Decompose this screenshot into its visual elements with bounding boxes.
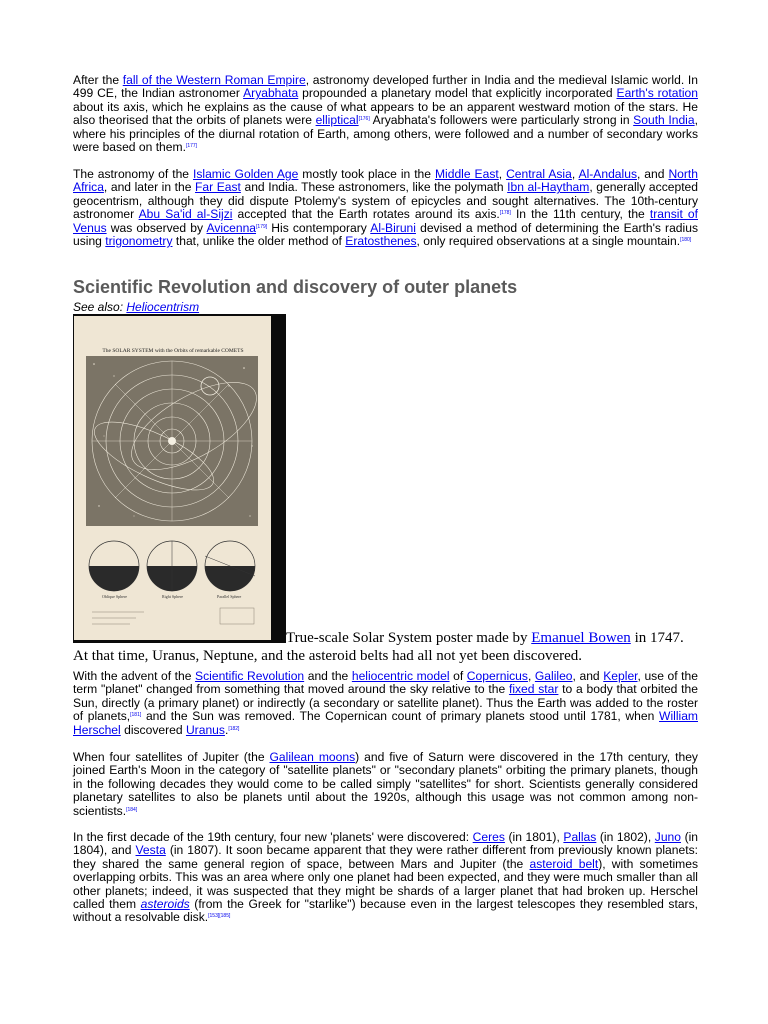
link-ibn-al-haytham[interactable]: Ibn al-Haytham [507, 180, 590, 195]
text: The astronomy of the [73, 167, 193, 181]
text: propounded a planetary model that explicitly incorporated [298, 86, 617, 101]
figure-caption [73, 629, 698, 665]
link-heliocentrism[interactable] [126, 300, 199, 314]
poster-sheet [74, 316, 271, 640]
link-fixed-star[interactable]: fixed star [508, 682, 559, 697]
link-pallas[interactable]: Pallas [563, 830, 597, 844]
link-central-asia[interactable]: Central Asia [506, 167, 572, 181]
link-vesta[interactable]: Vesta [135, 843, 166, 858]
link-heliocentric-model[interactable]: heliocentric model [351, 669, 450, 683]
text: (in 1802), [596, 830, 655, 844]
link-asteroid-belt[interactable]: asteroid belt [529, 856, 599, 871]
link-juno[interactable]: Juno [654, 830, 681, 844]
paragraph-asteroids [73, 831, 698, 925]
plate-label-oblique: Oblique Sphere [102, 594, 127, 599]
text: in 1747. At that time, Uranus, Neptune, and the asteroid belts had all not yet been discovered. [73, 630, 684, 664]
link-fall-western-roman-empire[interactable]: fall of the Western Roman Empire [122, 73, 306, 87]
text: , where his principles of the diurnal rotation of Earth, among others, were followed and a number of secondary works were based on them. [73, 113, 698, 155]
citation-153-185[interactable]: [153][185] [208, 913, 231, 920]
text: , and [572, 669, 604, 683]
text: In the first decade of the 19th century, four new 'planets' were discovered: [73, 830, 473, 844]
link-islamic-golden-age[interactable]: Islamic Golden Age [192, 167, 299, 181]
citation-177[interactable]: [177] [185, 143, 198, 150]
link-transit-of-venus[interactable]: transit of Venus [73, 207, 699, 235]
link-kepler[interactable]: Kepler [603, 669, 638, 683]
paragraph-india-islamic [73, 74, 698, 154]
text: to a body that orbited the Sun, directly (a primary planet) or indirectly (a secondary or satellite planet). Thus the Earth was added to the roster of planets, [73, 682, 698, 724]
link-elliptical[interactable]: elliptical [315, 113, 359, 128]
link-copernicus[interactable]: Copernicus [466, 669, 528, 683]
link-eratosthenes[interactable]: Eratosthenes [345, 234, 417, 249]
text: that, unlike the older method of [172, 234, 346, 249]
section-heading: Scientific Revolution and discovery of outer planets [73, 277, 518, 297]
plate-label-right: Right Sphere [162, 594, 183, 599]
text: was observed by [106, 220, 207, 235]
solar-system-poster-image[interactable] [73, 314, 286, 643]
text: ), with sometimes overlapping orbits. This was an area where only one planet had been expected, and they were much smaller than all other planets; indeed, it was suspected that they might be shards of a larger planet that had broken up. Herschel called them [73, 856, 698, 912]
text: , only required observations at a single mountain. [416, 234, 681, 249]
caption-indent [73, 641, 286, 642]
sphere-plates [89, 541, 255, 591]
plate-labels [102, 594, 242, 599]
text: When four satellites of Jupiter (the [73, 750, 270, 764]
link-south-india[interactable]: South India [633, 113, 695, 128]
text: Aryabhata's followers were particularly strong in [369, 113, 634, 128]
text: and India. These astronomers, like the polymath [240, 180, 508, 195]
text: After the [73, 73, 123, 87]
text: (from the Greek for "starlike") because even in the largest telescopes they resembled stars, without a resolvable disk. [73, 897, 698, 925]
text: , and later in the [103, 180, 196, 195]
text: of [449, 669, 467, 683]
text: , and [637, 167, 669, 181]
link-earths-rotation[interactable]: Earth's rotation [616, 86, 698, 101]
link-galileo[interactable]: Galileo [534, 669, 573, 683]
link-al-andalus[interactable]: Al-Andalus [578, 167, 637, 181]
text: , [498, 167, 507, 181]
link-heliocentrism-text: Heliocentrism [126, 300, 200, 314]
text: , [527, 669, 535, 683]
link-william-herschel[interactable]: William Herschel [73, 709, 698, 737]
link-scientific-revolution[interactable]: Scientific Revolution [195, 669, 305, 683]
text: devised a method of determining the Earth's radius using [73, 220, 698, 249]
sun [168, 437, 176, 445]
link-asteroids[interactable] [141, 897, 190, 911]
text: , use of the term "planet" changed from something that moved around the sky relative to the [73, 669, 698, 697]
link-asteroids-text: asteroids [140, 897, 190, 912]
text: , astronomy developed further in India and the medieval Islamic world. In 499 CE, the Indian astronomer [73, 73, 698, 101]
text: (in 1801), [504, 830, 564, 844]
text: discovered [120, 722, 186, 737]
citation-181[interactable]: [181] [130, 712, 142, 719]
paragraph-galilean-moons [73, 751, 698, 818]
text: In the 11th century, the [510, 207, 650, 222]
link-north-africa[interactable]: North Africa [73, 167, 699, 195]
text: True-scale Solar System poster made by [286, 630, 532, 646]
text: ) and five of Saturn were discovered in the 17th century, they joined Earth's Moon in the category of "satellite planets" or "secondary planets" orbiting the primary planets, though in the following decades they would come to be called simply "satellites" for short. Scientists generally considered planetary satellites to also be planets until about the 1920s, although this usage was not common among non-scientists. [73, 750, 698, 818]
citation-182[interactable]: [182] [228, 725, 240, 732]
link-aryabhata[interactable]: Aryabhata [243, 86, 299, 101]
citation-184[interactable]: [184] [126, 806, 138, 813]
link-abu-said-al-sijzi[interactable]: Abu Sa'id al-Sijzi [138, 207, 233, 222]
poster-footer-text-lines [92, 608, 254, 624]
link-emanuel-bowen[interactable]: Emanuel Bowen [531, 630, 631, 646]
text: accepted that the Earth rotates around its axis. [232, 207, 500, 222]
text: and the [304, 669, 352, 683]
poster-title: The SOLAR SYSTEM with the Orbits of remarkable COMETS [102, 348, 244, 354]
paragraph-islamic-golden-age [73, 168, 698, 248]
poster-illustration [74, 316, 271, 640]
text: (in 1804), and [73, 830, 699, 858]
citation-176[interactable]: [176] [358, 116, 370, 123]
link-middle-east[interactable]: Middle East [434, 167, 499, 181]
paragraph-scientific-revolution: With the advent of the Scientific Revolution and the heliocentric model of Copernicus, Galileo, and Kepler, use of the term "planet" changed from something that moved around the sky relative to the fixed star to a body that orbited the Sun, directly (a primary planet) or indirectly (a secondary or satellite planet). Thus the Earth was added to the roster of planets,[181] and the Sun was removed. The Copernican count of primary planets stood until 1781, when William Herschel discovered Uranus.[182] [73, 669, 698, 737]
link-uranus[interactable]: Uranus [185, 722, 225, 737]
plate-label-parallel: Parallel Sphere [217, 594, 242, 599]
link-galilean-moons[interactable]: Galilean moons [269, 750, 356, 764]
citation-180[interactable]: [180] [680, 237, 692, 244]
text: about its axis, which he explains as the cause of what appears to be an apparent westward motion of the stars. He also theorised that the orbits of planets were [73, 99, 698, 128]
text: and the Sun was removed. The Copernican count of primary planets stood until 1781, when [141, 709, 660, 724]
link-far-east[interactable]: Far East [195, 180, 241, 195]
see-also-label: See also: [73, 300, 127, 314]
text: , [571, 167, 579, 181]
link-trigonometry[interactable]: trigonometry [105, 234, 173, 249]
link-ceres[interactable]: Ceres [472, 830, 505, 844]
see-also [73, 301, 199, 314]
link-al-biruni[interactable]: Al-Biruni [370, 220, 416, 235]
text: (in 1807). It soon became apparent that they were rather different from previously known planets: they shared the same general region of space, between Mars and Jupiter (the [73, 843, 698, 871]
citation-179[interactable]: [179] [256, 223, 268, 230]
text: mostly took place in the [298, 167, 435, 181]
text: With the advent of the [73, 669, 196, 683]
link-avicenna[interactable]: Avicenna [206, 220, 257, 235]
text: , generally accepted geocentrism, although they did dispute Ptolemy's system of epicycles and sought alternatives. The 10th-century astronomer [73, 180, 699, 222]
text: His contemporary [267, 220, 371, 235]
citation-178[interactable]: [178] [499, 210, 511, 217]
